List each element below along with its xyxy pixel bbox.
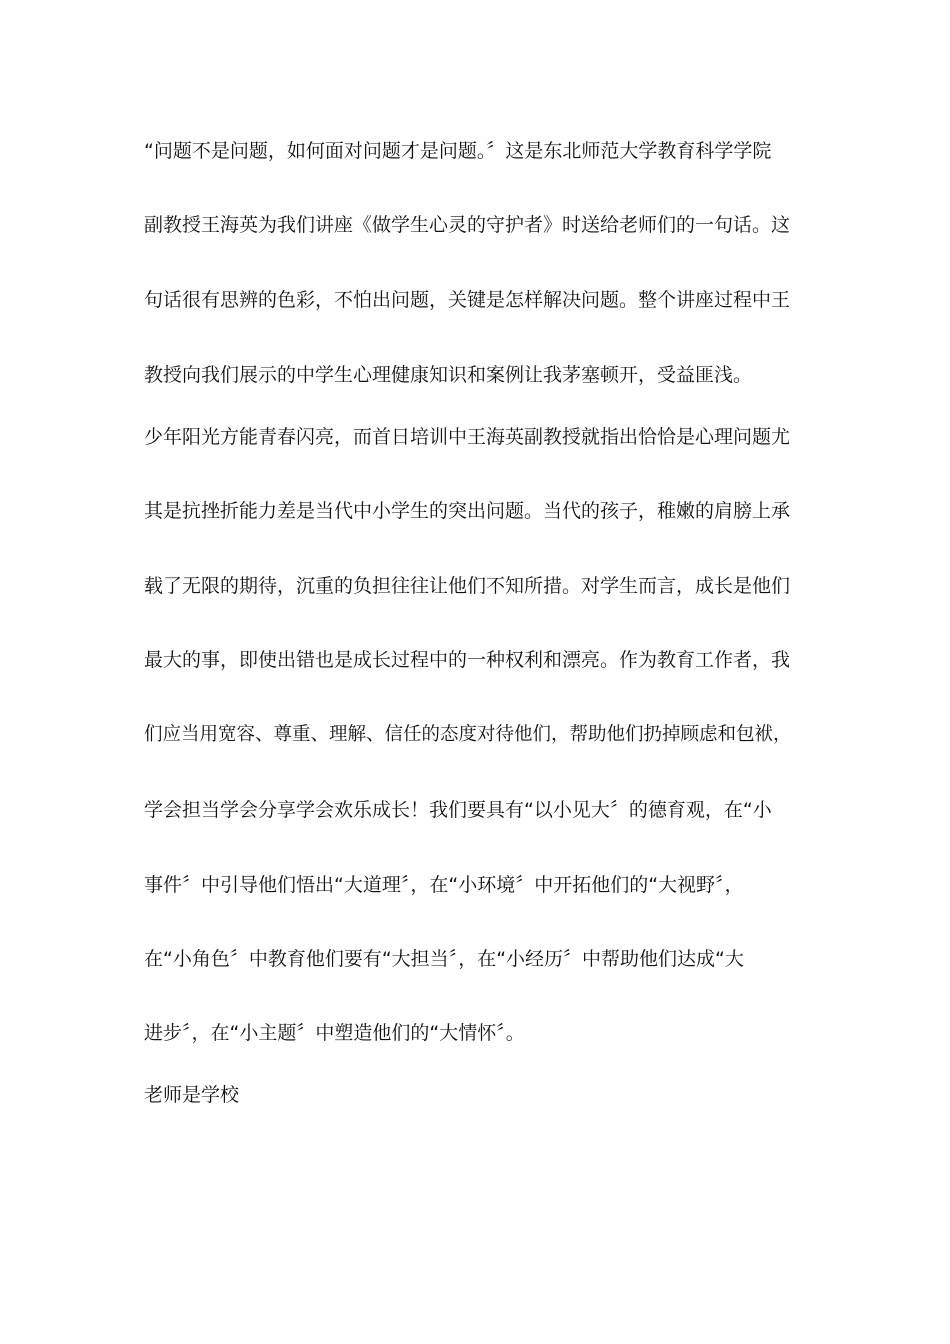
- paragraph-1-line-4: 教授向我们展示的中学生心理健康知识和案例让我茅塞顿开，受益匪浅。: [144, 364, 753, 386]
- paragraph-2-line-5: 们应当用宽容、尊重、理解、信任的态度对待他们，帮助他们扔掉顾虑和包袱，: [144, 724, 792, 745]
- paragraph-2-line-3: 载了无限的期待，沉重的负担往往让他们不知所措。对学生而言，成长是他们: [144, 575, 791, 597]
- paragraph-1-line-2: 副教授王海英为我们讲座《做学生心灵的守护者》时送给老师们的一句话。这: [144, 214, 791, 236]
- paragraph-1-line-3: 句话很有思辨的色彩，不怕出问题，关键是怎样解决问题。整个讲座过程中王: [144, 289, 791, 311]
- paragraph-2-line-1: 少年阳光方能青春闪亮，而首日培训中王海英副教授就指出恰恰是心理问题尤: [144, 426, 791, 448]
- paragraph-2-line-8: 在“小角色〞中教育他们要有“大担当〞，在“小经历〞中帮助他们达成“大: [144, 948, 744, 970]
- paragraph-1-line-1: “问题不是问题，如何面对问题才是问题。〞这是东北师范大学教育科学学院: [144, 140, 772, 162]
- paragraph-2-line-9: 进步〞，在“小主题〞中塑造他们的“大情怀〞。: [144, 1022, 525, 1044]
- paragraph-2-line-4: 最大的事，即使出错也是成长过程中的一种权利和漂亮。作为教育工作者，我: [144, 649, 791, 671]
- paragraph-2-line-6: 学会担当学会分享学会欢乐成长！我们要具有“以小见大〞的德育观，在“小: [144, 799, 772, 821]
- paragraph-3-line-1: 老师是学校: [144, 1084, 240, 1106]
- paragraph-2-line-7: 事件〞中引导他们悟出“大道理〞，在“小环境〞中开拓他们的“大视野〞，: [144, 874, 744, 896]
- paragraph-2-line-2: 其是抗挫折能力差是当代中小学生的突出问题。当代的孩子，稚嫩的肩膀上承: [144, 500, 791, 522]
